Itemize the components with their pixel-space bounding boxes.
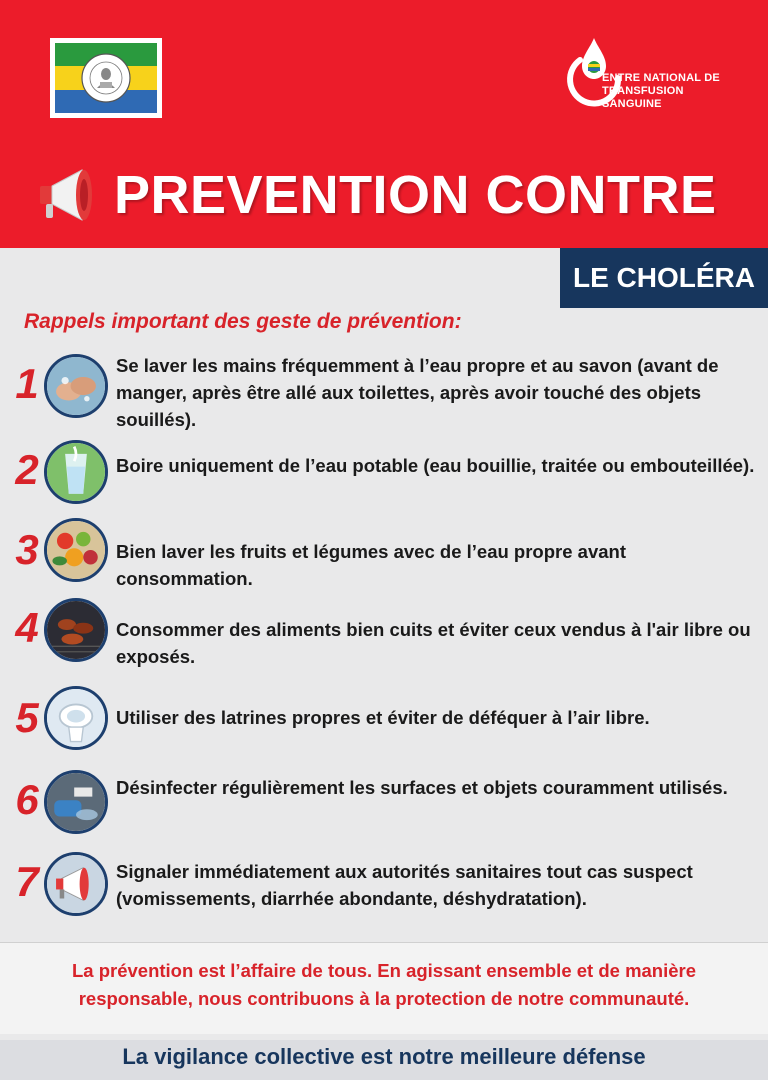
toilet-icon <box>44 686 108 750</box>
item-text: Consommer des aliments bien cuits et éviter ceux vendus à l'air libre ou exposés. <box>116 619 751 667</box>
cnts-logo-text <box>602 72 742 111</box>
item-text: Se laver les mains fréquemment à l’eau propre et au savon (avant de manger, après être allé aux toilettes, après avoir touché des objets souillés). <box>116 355 719 430</box>
grill-food-icon <box>44 598 108 662</box>
item-number: 7 <box>15 858 39 905</box>
item-text: Bien laver les fruits et légumes avec de l’eau propre avant consommation. <box>116 541 626 589</box>
item-number: 4 <box>15 604 39 651</box>
vigilance-slogan: La vigilance collective est notre meilleure défense <box>122 1044 646 1069</box>
item-number: 6 <box>15 776 39 823</box>
hand-washing-icon <box>44 354 108 418</box>
water-glass-icon <box>44 440 108 504</box>
item-text: Utiliser des latrines propres et éviter de déféquer à l’air libre. <box>116 707 650 728</box>
item-text: Signaler immédiatement aux autorités sanitaires tout cas suspect (vomissements, diarrhée abondante, déshydratation). <box>116 861 693 909</box>
cholera-tag: LE CHOLÉRA <box>560 248 768 308</box>
item-number: 1 <box>15 360 39 407</box>
megaphone-icon <box>36 164 102 226</box>
item-number: 3 <box>15 526 39 573</box>
footer-message: La prévention est l’affaire de tous. En agissant ensemble et de manière responsable, nous contribuons à la protection de notre communauté. <box>0 942 768 1034</box>
fruits-vegetables-icon <box>44 518 108 582</box>
disinfect-surface-icon <box>44 770 108 834</box>
item-number: 5 <box>15 694 39 741</box>
header-banner <box>0 0 768 248</box>
item-text: Désinfecter régulièrement les surfaces et objets couramment utilisés. <box>116 777 728 798</box>
logo-text-line1: ENTRE NATIONAL DE <box>602 72 720 84</box>
logo-text-line2: TRANSFUSION SANGUINE <box>602 85 684 110</box>
subtitle: Rappels important des geste de prévention: <box>24 310 462 333</box>
page-title: PREVENTION CONTRE <box>114 165 717 225</box>
gabon-flag <box>50 38 162 118</box>
item-number: 2 <box>15 446 39 493</box>
republic-seal-icon <box>80 52 132 104</box>
megaphone-icon <box>44 852 108 916</box>
item-text: Boire uniquement de l’eau potable (eau bouillie, traitée ou embouteillée). <box>116 455 755 476</box>
title-row <box>36 160 736 230</box>
